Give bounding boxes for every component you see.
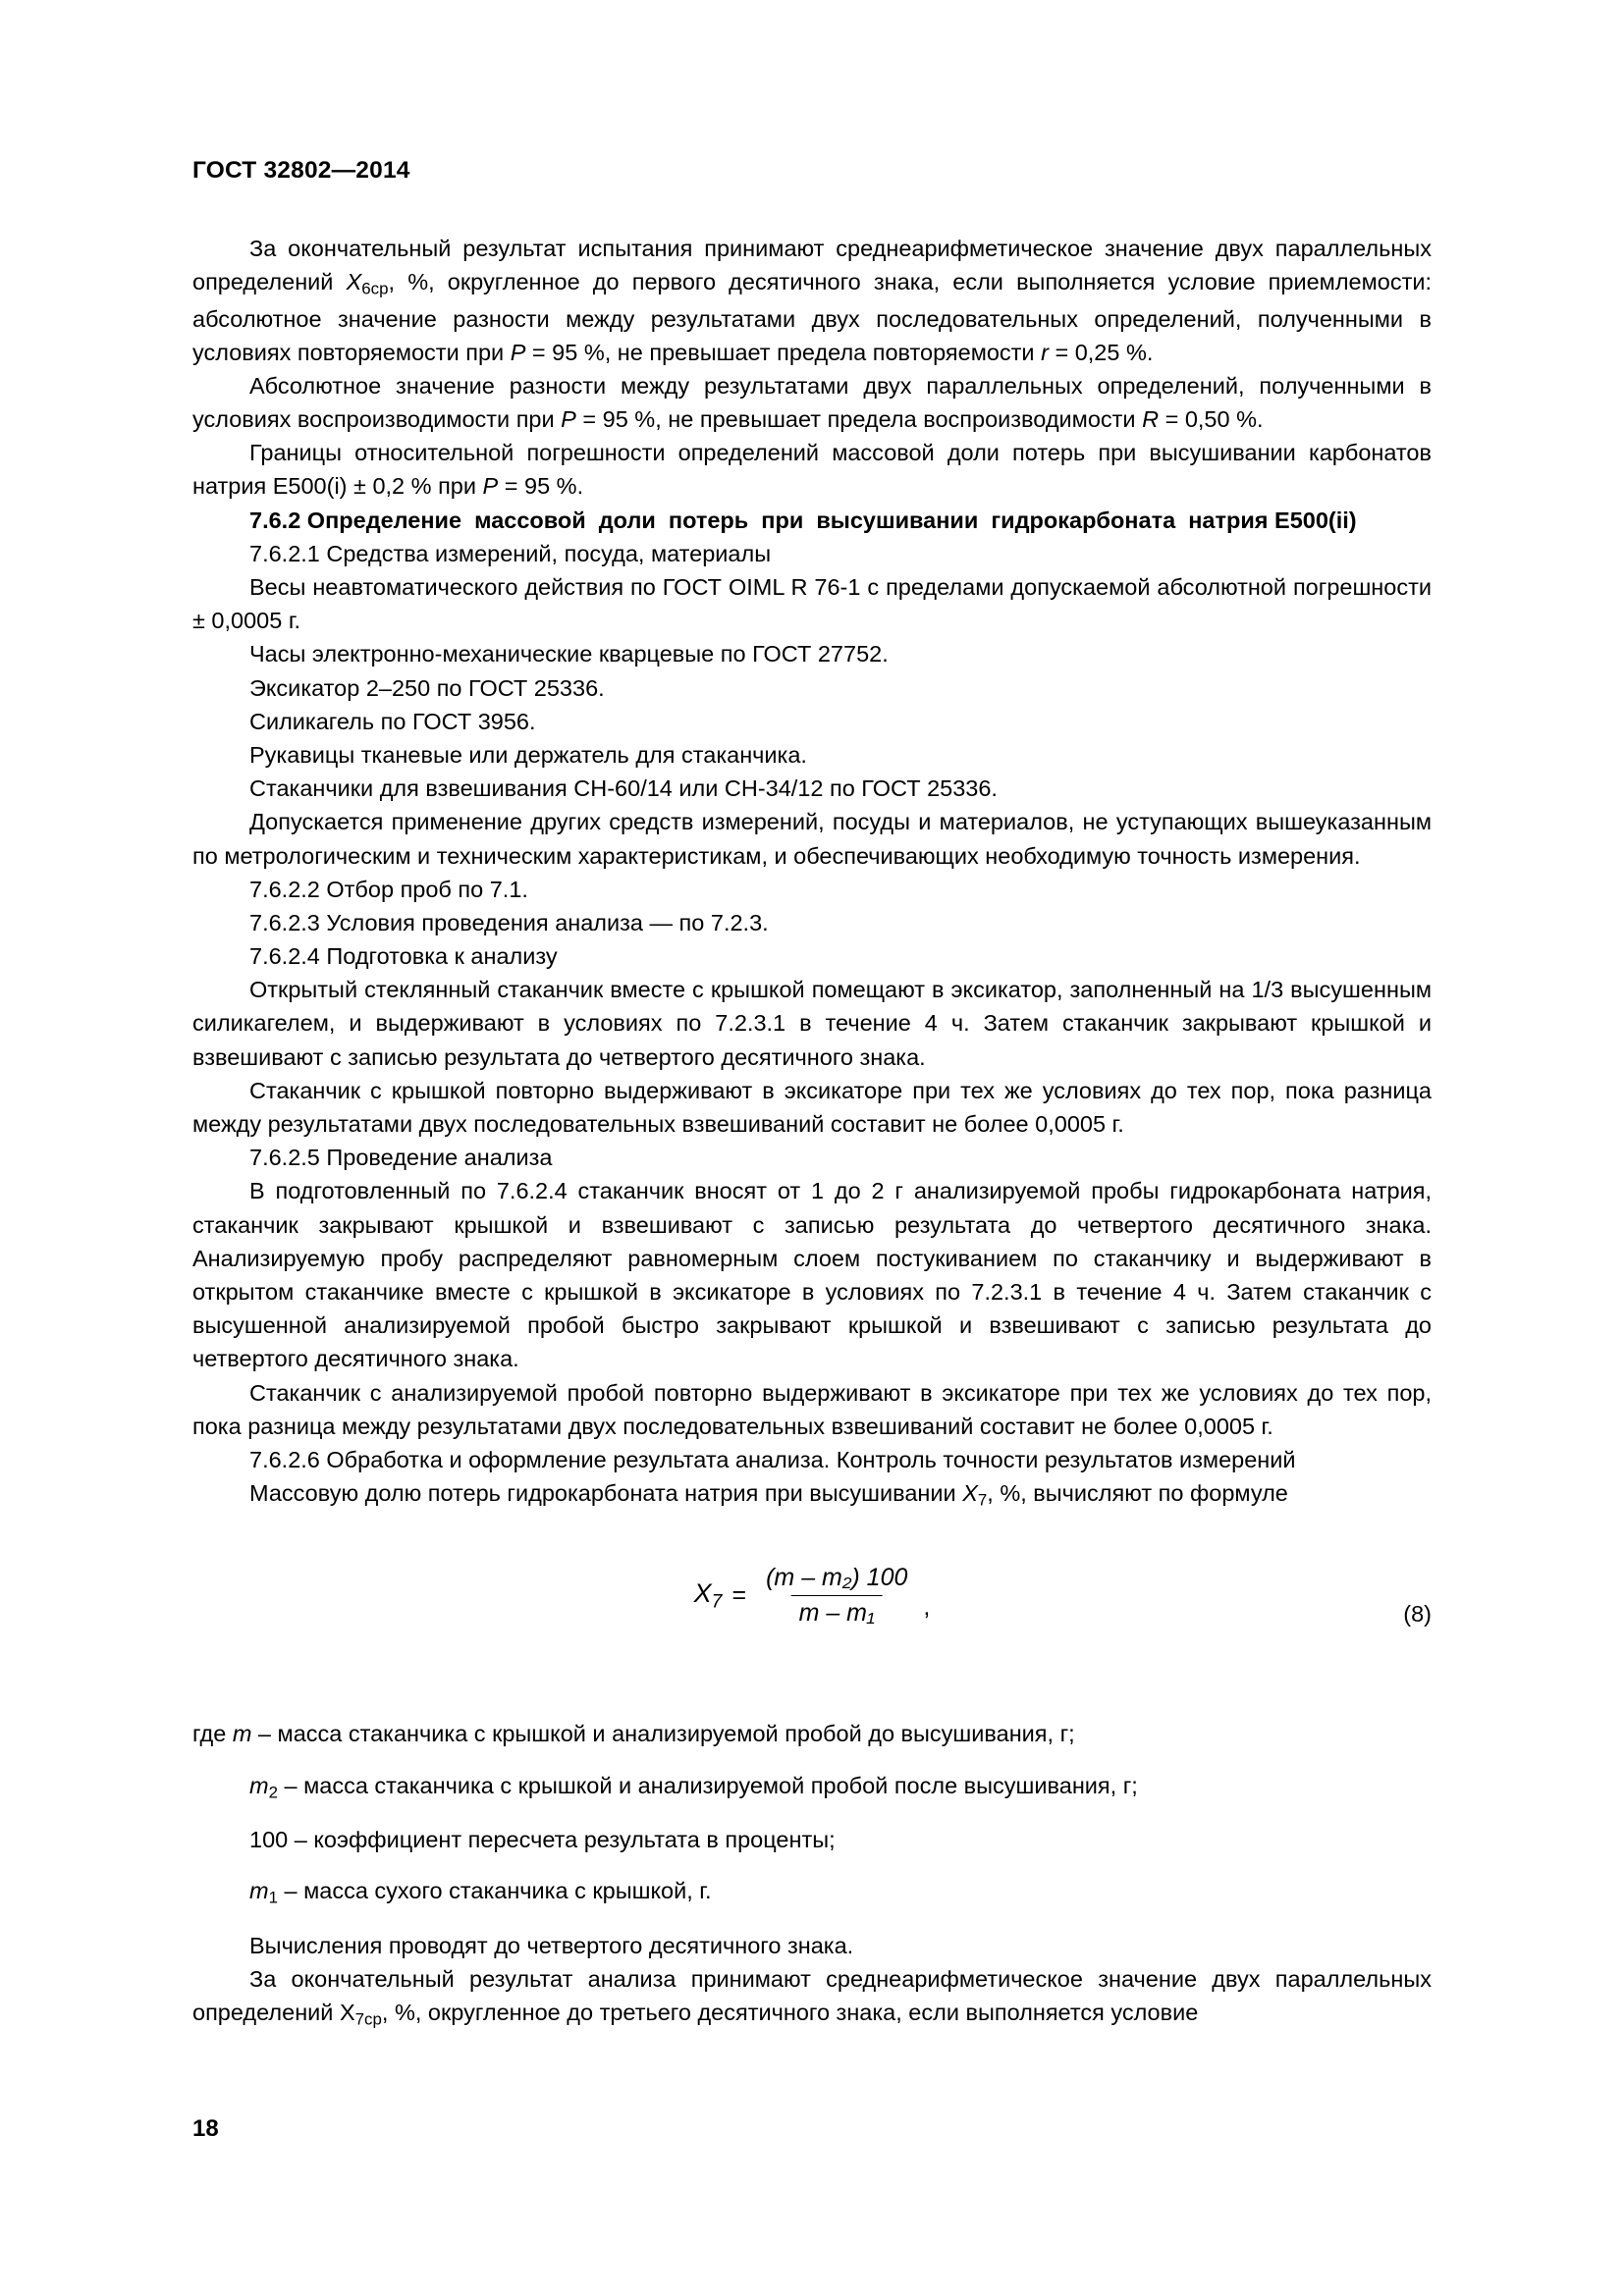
formula-fraction [758, 1564, 915, 1628]
paragraph: 7.6.2.6 Обработка и оформление результата анализа. Контроль точности результатов измерений [249, 1446, 1296, 1472]
paragraph: Эксикатор 2–250 по ГОСТ 25336. [249, 674, 605, 701]
paragraph: Открытый стеклянный стаканчик вместе с крышкой помещают в эксикатор, заполненный на 1/3 высушенным силикагелем, и выдерживают в условиях по 7.2.3.1 в течение 4 ч. Затем стаканчик закрывают крышкой и взвешивают с записью результата до четвертого десятичного знака. [192, 977, 1432, 1070]
paragraph: Массовую долю потерь гидрокарбоната натрия при высушивании $X_7$, %, вычисляют по формуле [249, 1480, 1288, 1510]
paragraph: Рукавицы тканевые или держатель для стаканчика. [249, 741, 807, 768]
paragraph: Допускается применение других средств измерений, посуды и материалов, не уступающих вышеуказанным по метрологическим и техническим характеристикам, и обеспечивающих необходимую точность измерения. [192, 809, 1432, 869]
paragraph: 7.6.2.3 Условия проведения анализа — по 7.2.3. [249, 909, 769, 935]
formula-variable: $X_7$ [693, 1578, 723, 1613]
paragraph: Стаканчики для взвешивания СН-60/14 или СН-34/12 по ГОСТ 25336. [249, 775, 998, 802]
paragraph: 7.6.2.1 Средства измерений, посуда, материалы [249, 540, 772, 566]
paragraph: Абсолютное значение разности между результатами двух параллельных определений, полученными в условиях воспроизводимости при P = 95 %, не превышает предела воспроизводимости R = 0,50 %. [192, 372, 1432, 433]
paragraph: 7.6.2.4 Подготовка к анализу [249, 943, 558, 970]
page-number: 18 [192, 2115, 219, 2142]
paragraph: Весы неавтоматического действия по ГОСТ OIML R 76-1 с пределами допускаемой абсолютной погрешности ± 0,0005 г. [192, 574, 1432, 634]
section-heading-7-6-2: 7.6.2 Определение массовой доли потерь при высушивании гидрокарбоната натрия Е500(ii) [249, 507, 1357, 533]
formula-expression [694, 1564, 931, 1628]
body-text-top [192, 232, 1432, 1513]
paragraph: 7.6.2.5 Проведение анализа [249, 1145, 553, 1171]
paragraph: Часы электронно-механические кварцевые по ГОСТ 27752. [249, 641, 889, 667]
paragraph: В подготовленный по 7.6.2.4 стаканчик вносят от 1 до 2 г анализируемой пробы гидрокарбоната натрия, стаканчик закрывают крышкой и взвешивают с записью результата до четвертого десятичного знака. Анализируемую пробу распределяют равномерным слоем постукиванием по стаканчику и выдерживают в открытом стаканчике вместе с крышкой в эксикаторе в условиях по 7.2.3.1 в течение 4 ч. Затем стаканчик с высушенной анализируемой пробой быстро закрывают крышкой и взвешивают с записью результата до четвертого десятичного знака. [192, 1178, 1432, 1372]
formula-equals: = [731, 1581, 747, 1610]
paragraph: Вычисления проводят до четвертого десятичного знака. [249, 1932, 854, 1958]
body-text-bottom [192, 1929, 1432, 2033]
paragraph: 7.6.2.2 Отбор проб по 7.1. [249, 876, 528, 902]
formula-8 [192, 1564, 1432, 1672]
paragraph: Силикагель по ГОСТ 3956. [249, 708, 536, 734]
paragraph: Стаканчик с анализируемой пробой повторно выдерживают в эксикаторе при тех же условиях до тех пор, пока разница между результатами двух последовательных взвешиваний составит не более 0,0005 г. [192, 1379, 1432, 1439]
document-standard-header: ГОСТ 32802—2014 [192, 157, 410, 184]
paragraph: За окончательный результат испытания принимают среднеарифметическое значение двух параллельных определений $X_{6ср}$, %, округленное до первого десятичного знака, если выполняется условие приемлемости: абсолютное значение разности между результатами двух последовательных определений, полученными в условиях повторяемости при P = 95 %, не превышает предела повторяемости r = 0,25 %. [192, 236, 1432, 365]
page-content [192, 157, 1432, 2032]
paragraph: Стаканчик с крышкой повторно выдерживают в эксикаторе при тех же условиях до тех пор, пока разница между результатами двух последовательных взвешиваний составит не более 0,0005 г. [192, 1077, 1432, 1138]
definition-item: $m_1$ – масса сухого стаканчика с крышкой, г. [249, 1878, 712, 1907]
definition-item: где m – масса стаканчика с крышкой и анализируемой пробой до высушивания, г; [192, 1721, 1075, 1747]
definition-item: 100 – коэффициент пересчета результата в проценты; [249, 1826, 836, 1852]
definition-item: $m_2$ – масса стаканчика с крышкой и анализируемой пробой после высушивания, г; [249, 1772, 1138, 1802]
paragraph: За окончательный результат анализа принимают среднеарифметическое значение двух параллельных определений $X_{7ср}$, %, округленное до третьего десятичного знака, если выполняется условие [192, 1965, 1432, 2029]
formula-number: (8) [1403, 1601, 1432, 1628]
formula-comma: , [923, 1593, 931, 1622]
paragraph: Границы относительной погрешности определений массовой доли потерь при высушивании карбонатов натрия Е500(i) ± 0,2 % при P = 95 %. [192, 440, 1432, 500]
formula-definitions [192, 1717, 1432, 1910]
formula-denominator: m – m₁ [791, 1595, 883, 1628]
formula-numerator: (m – m₂) 100 [766, 1564, 908, 1592]
